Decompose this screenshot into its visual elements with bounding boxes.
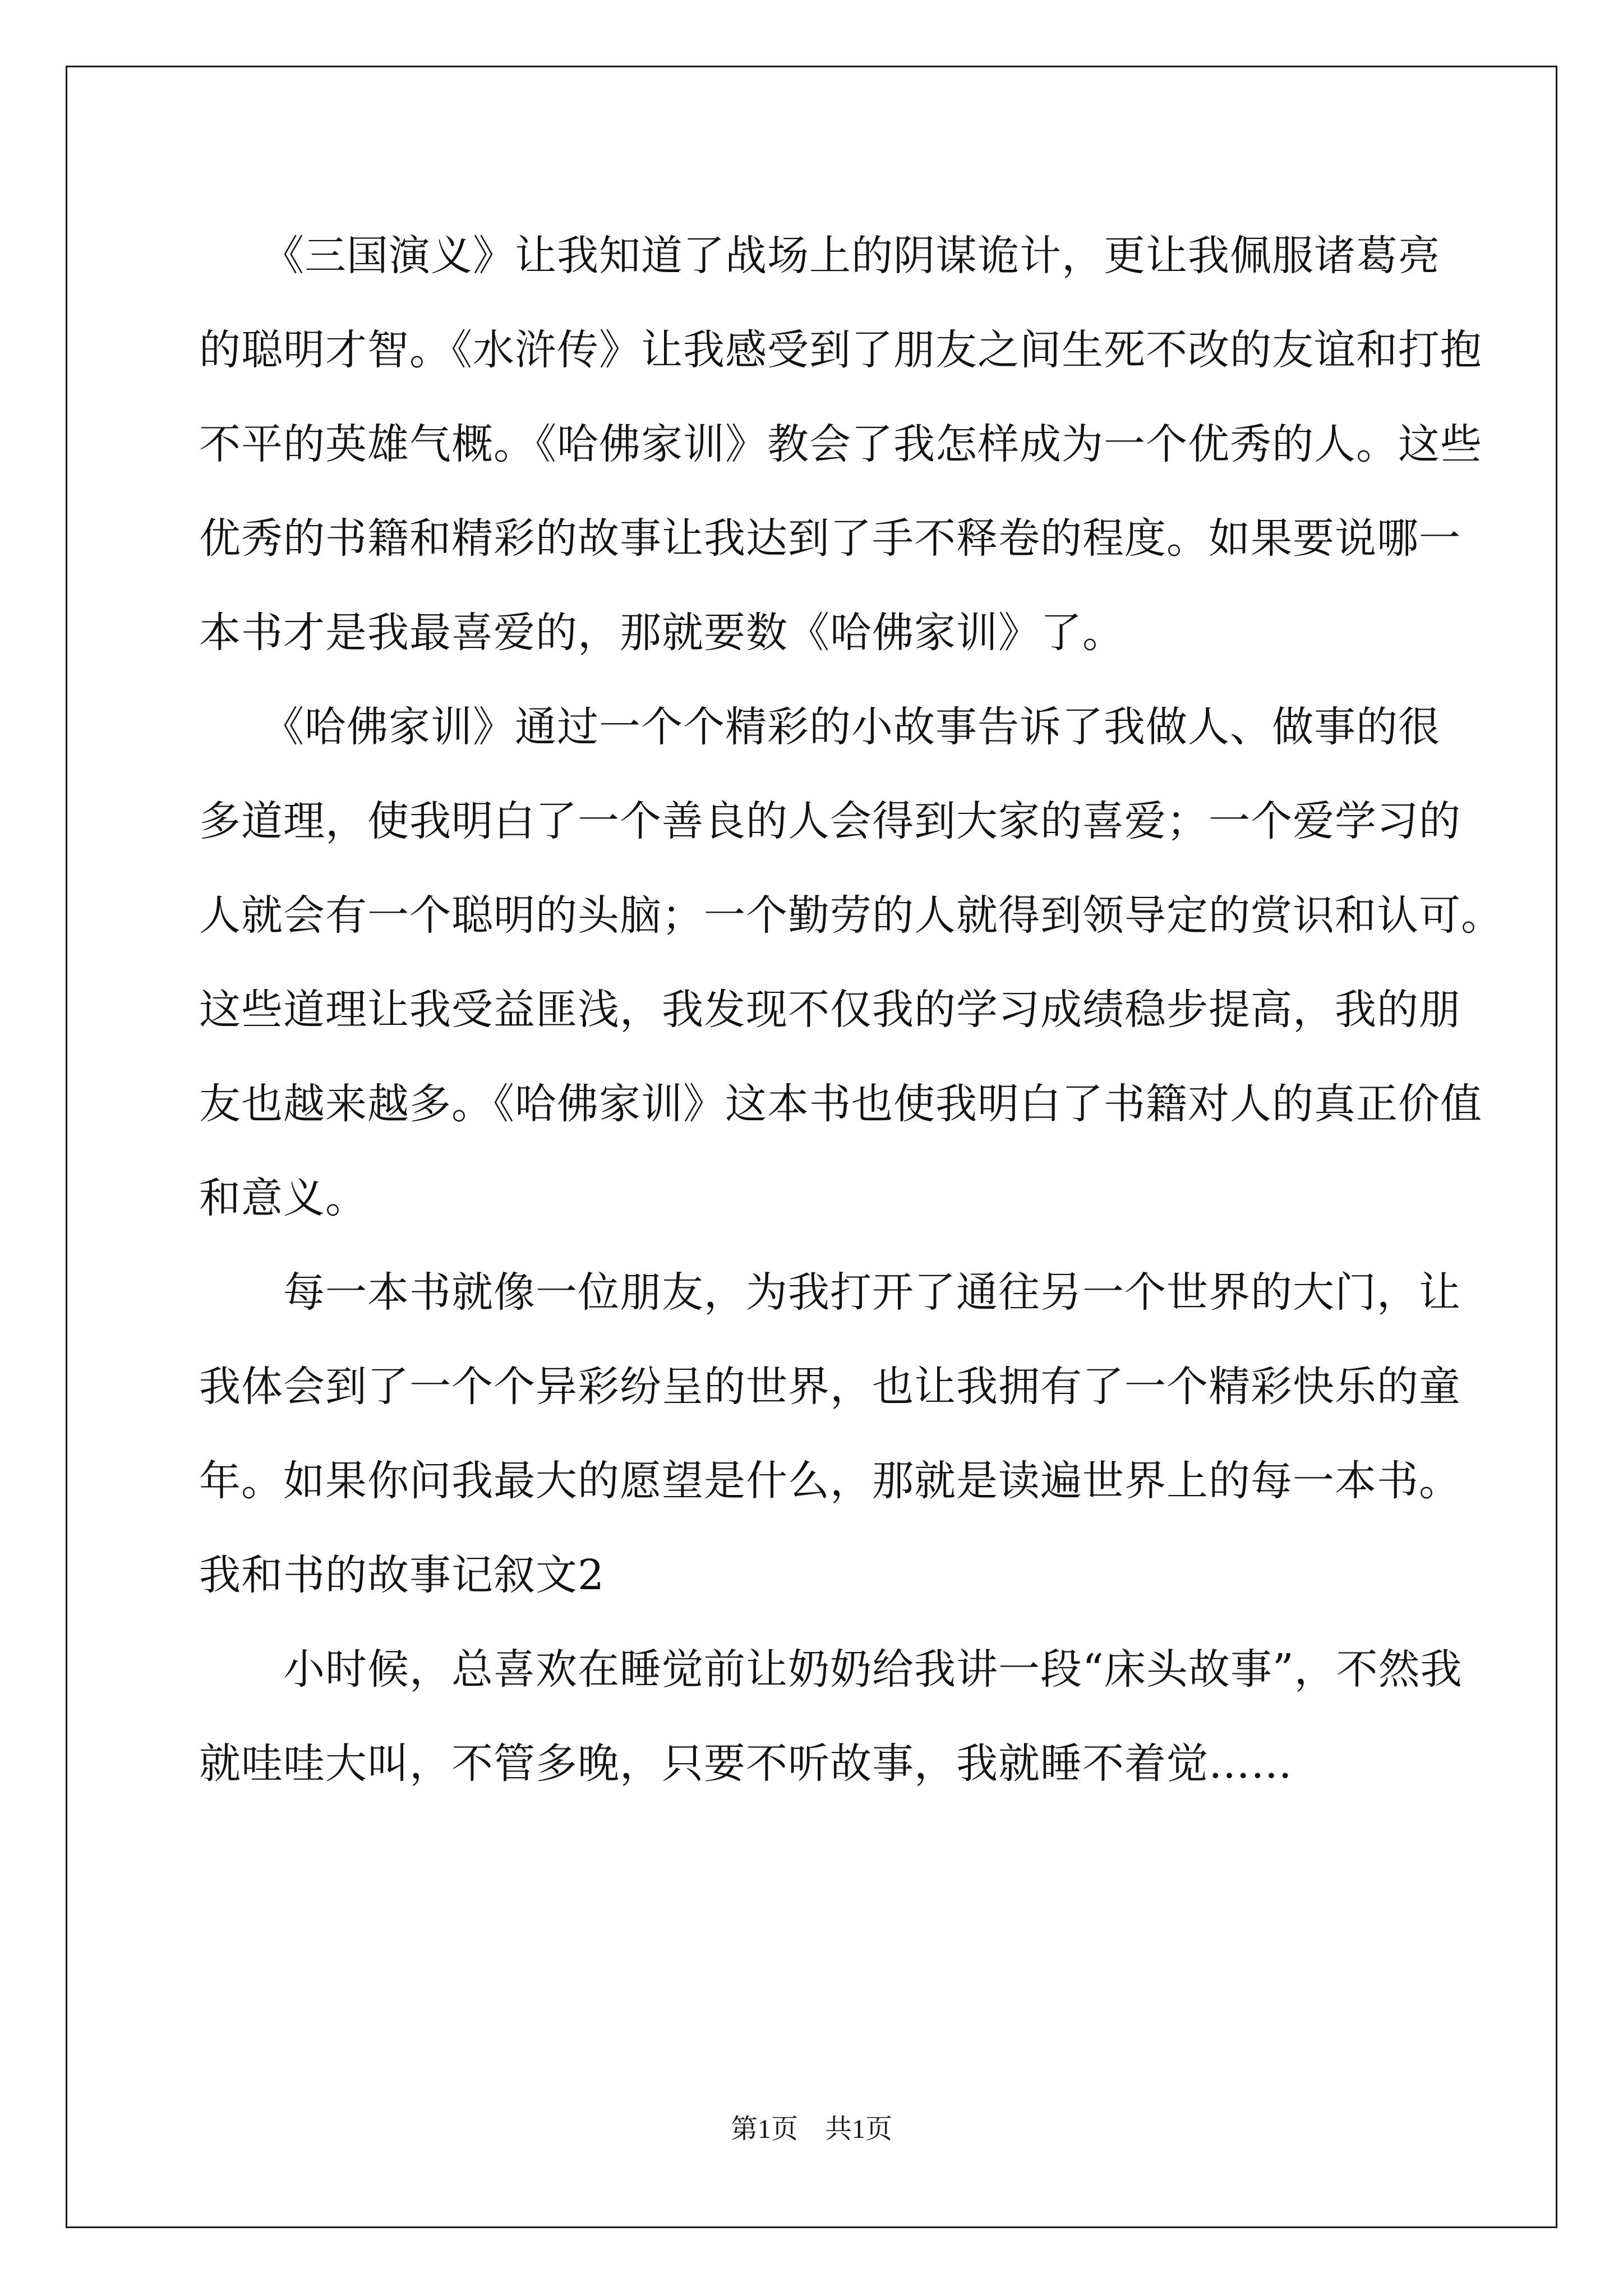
paragraph-2-line-2: 多道理，使我明白了一个善良的人会得到大家的喜爱；一个爱学习的: [199, 797, 1461, 845]
paragraph-3-line-1: 每一本书就像一位朋友，为我打开了通往另一个世界的大门，让: [199, 1268, 1461, 1317]
paragraph-2-line-3: 人就会有一个聪明的头脑；一个勤劳的人就得到领导定的赏识和认可。: [199, 891, 1503, 940]
paragraph-1-line-5: 本书才是我最喜爱的，那就要数《哈佛家训》了。: [199, 609, 1124, 657]
page-border: [66, 66, 1557, 2228]
paragraph-1-line-4: 优秀的书籍和精彩的故事让我达到了手不释卷的程度。如果要说哪一: [199, 514, 1461, 563]
paragraph-2-line-1: 《哈佛家训》通过一个个精彩的小故事告诉了我做人、做事的很: [199, 703, 1440, 751]
paragraph-2-line-4: 这些道理让我受益匪浅，我发现不仅我的学习成绩稳步提高，我的朋: [199, 986, 1461, 1034]
paragraph-5-line-1: 小时候，总喜欢在睡觉前让奶奶给我讲一段“床头故事”，不然我: [199, 1645, 1463, 1694]
paragraph-3-line-3: 年。如果你问我最大的愿望是什么，那就是读遍世界上的每一本书。: [199, 1457, 1461, 1505]
paragraph-3-line-2: 我体会到了一个个异彩纷呈的世界，也让我拥有了一个精彩快乐的童: [199, 1363, 1461, 1411]
section-heading: 我和书的故事记叙文2: [199, 1551, 605, 1599]
page-number-footer: 第1页 共1页: [730, 2114, 892, 2144]
paragraph-2-line-6: 和意义。: [199, 1174, 367, 1222]
paragraph-5-line-2: 就哇哇大叫，不管多晚，只要不听故事，我就睡不着觉……: [199, 1740, 1293, 1788]
paragraph-2-line-5: 友也越来越多。《哈佛家训》这本书也使我明白了书籍对人的真正价值: [199, 1080, 1482, 1128]
paragraph-1-line-3: 不平的英雄气概。《哈佛家训》教会了我怎样成为一个优秀的人。这些: [199, 420, 1482, 468]
paragraph-1-line-2: 的聪明才智。《水浒传》让我感受到了朋友之间生死不改的友谊和打抱: [199, 326, 1482, 374]
paragraph-1-line-1: 《三国演义》让我知道了战场上的阴谋诡计，更让我佩服诸葛亮: [199, 232, 1440, 280]
